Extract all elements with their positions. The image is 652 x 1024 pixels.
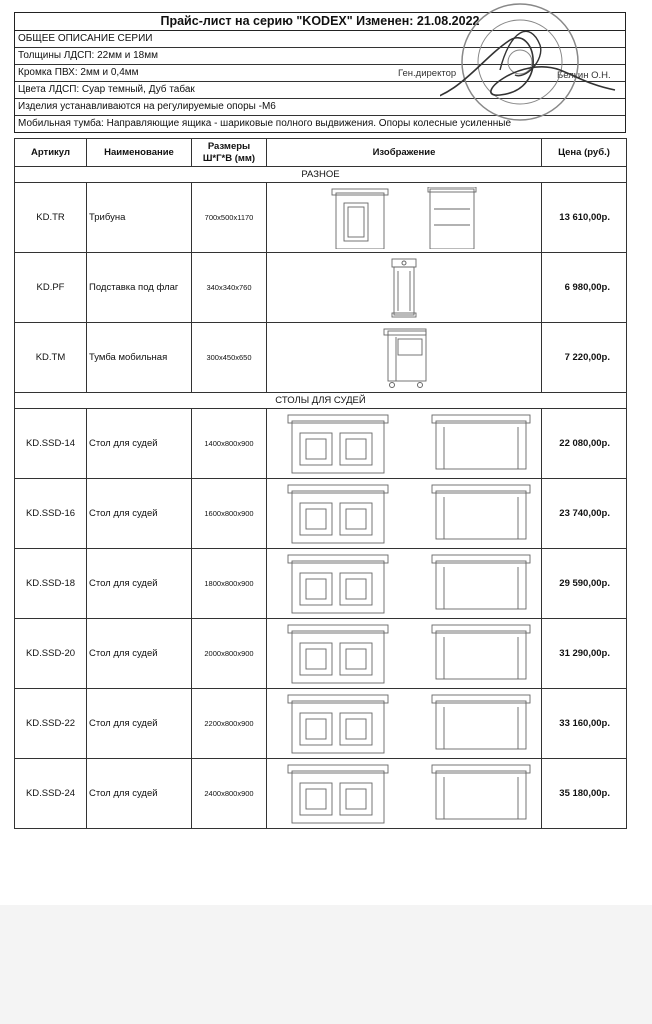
size-cell: 700x500x1170 (192, 183, 267, 253)
flag-stand-drawing-icon (274, 257, 534, 319)
section-header: РАЗНОЕ (15, 167, 627, 183)
article-cell: KD.SSD-24 (15, 759, 87, 829)
image-cell (267, 323, 542, 393)
size-cell: 340x340x760 (192, 253, 267, 323)
column-header-name: Наименование (87, 139, 192, 167)
page-title: Прайс-лист на серию "KODEX" Изменен: 21.08.2022 (14, 12, 626, 30)
judge-desk-drawing-icon (274, 553, 534, 615)
table-row (15, 323, 627, 393)
image-cell (267, 479, 542, 549)
image-cell (267, 409, 542, 479)
signature-name: Белкин О.Н. (557, 70, 611, 81)
article-cell: KD.SSD-16 (15, 479, 87, 549)
price-cell: 29 590,00р. (542, 549, 627, 619)
description-line: Мобильная тумба: Направляющие ящика - шариковые полного выдвижения. Опоры колесные усиленные (18, 118, 512, 129)
name-cell: Стол для судей (87, 479, 192, 549)
image-cell (267, 253, 542, 323)
price-cell: 13 610,00р. (542, 183, 627, 253)
article-cell: KD.SSD-20 (15, 619, 87, 689)
name-cell: Тумба мобильная (87, 323, 192, 393)
name-cell: Стол для судей (87, 759, 192, 829)
table-row (15, 479, 627, 549)
price-cell: 31 290,00р. (542, 619, 627, 689)
description-line: Кромка ПВХ: 2мм и 0,4мм (15, 65, 625, 82)
table-row (15, 619, 627, 689)
judge-desk-drawing-icon (274, 483, 534, 545)
image-cell (267, 549, 542, 619)
column-header-price: Цена (руб.) (542, 139, 627, 167)
size-cell: 1400x800x900 (192, 409, 267, 479)
description-heading: ОБЩЕЕ ОПИСАНИЕ СЕРИИ (15, 31, 625, 48)
judge-desk-drawing-icon (274, 763, 534, 825)
column-header-article: Артикул (15, 139, 87, 167)
column-header-image: Изображение (267, 139, 542, 167)
article-cell: KD.SSD-18 (15, 549, 87, 619)
judge-desk-drawing-icon (274, 693, 534, 755)
name-cell: Стол для судей (87, 549, 192, 619)
column-header-size: Размеры Ш*Г*В (мм) (192, 139, 267, 167)
name-cell: Стол для судей (87, 409, 192, 479)
article-cell: KD.TM (15, 323, 87, 393)
price-cell: 33 160,00р. (542, 689, 627, 759)
judge-desk-drawing-icon (274, 623, 534, 685)
table-row (15, 759, 627, 829)
image-cell (267, 689, 542, 759)
name-cell: Стол для судей (87, 619, 192, 689)
name-cell: Подставка под флаг (87, 253, 192, 323)
article-cell: KD.SSD-22 (15, 689, 87, 759)
price-cell: 6 980,00р. (542, 253, 627, 323)
description-line: Толщины ЛДСП: 22мм и 18мм (15, 48, 625, 65)
price-cell: 7 220,00р. (542, 323, 627, 393)
size-cell: 2200x800x900 (192, 689, 267, 759)
size-cell: 2400x800x900 (192, 759, 267, 829)
article-cell: KD.TR (15, 183, 87, 253)
image-cell (267, 759, 542, 829)
judge-desk-drawing-icon (274, 413, 534, 475)
article-cell: KD.SSD-14 (15, 409, 87, 479)
tribune-drawing-icon (274, 187, 534, 249)
mobile-pedestal-drawing-icon (274, 327, 534, 389)
company-stamp-icon (440, 0, 620, 125)
price-cell: 22 080,00р. (542, 409, 627, 479)
size-cell: 1600x800x900 (192, 479, 267, 549)
description-line: Изделия устанавливаются на регулируемые опоры -М6 (15, 99, 625, 116)
image-cell (267, 183, 542, 253)
size-cell: 2000x800x900 (192, 619, 267, 689)
table-row (15, 253, 627, 323)
table-row (15, 689, 627, 759)
image-cell (267, 619, 542, 689)
scan-background (0, 905, 652, 1024)
name-cell: Стол для судей (87, 689, 192, 759)
size-cell: 300x450x650 (192, 323, 267, 393)
table-row (15, 549, 627, 619)
name-cell: Трибуна (87, 183, 192, 253)
description-line: Цвета ЛДСП: Суар темный, Дуб табак (15, 82, 625, 99)
size-cell: 1800x800x900 (192, 549, 267, 619)
article-cell: KD.PF (15, 253, 87, 323)
table-row (15, 183, 627, 253)
signature-label: Ген.директор (398, 68, 457, 79)
section-header: СТОЛЫ ДЛЯ СУДЕЙ (15, 393, 627, 409)
price-list-sheet (14, 12, 626, 829)
price-table (14, 138, 627, 829)
table-row (15, 409, 627, 479)
price-cell: 23 740,00р. (542, 479, 627, 549)
price-cell: 35 180,00р. (542, 759, 627, 829)
